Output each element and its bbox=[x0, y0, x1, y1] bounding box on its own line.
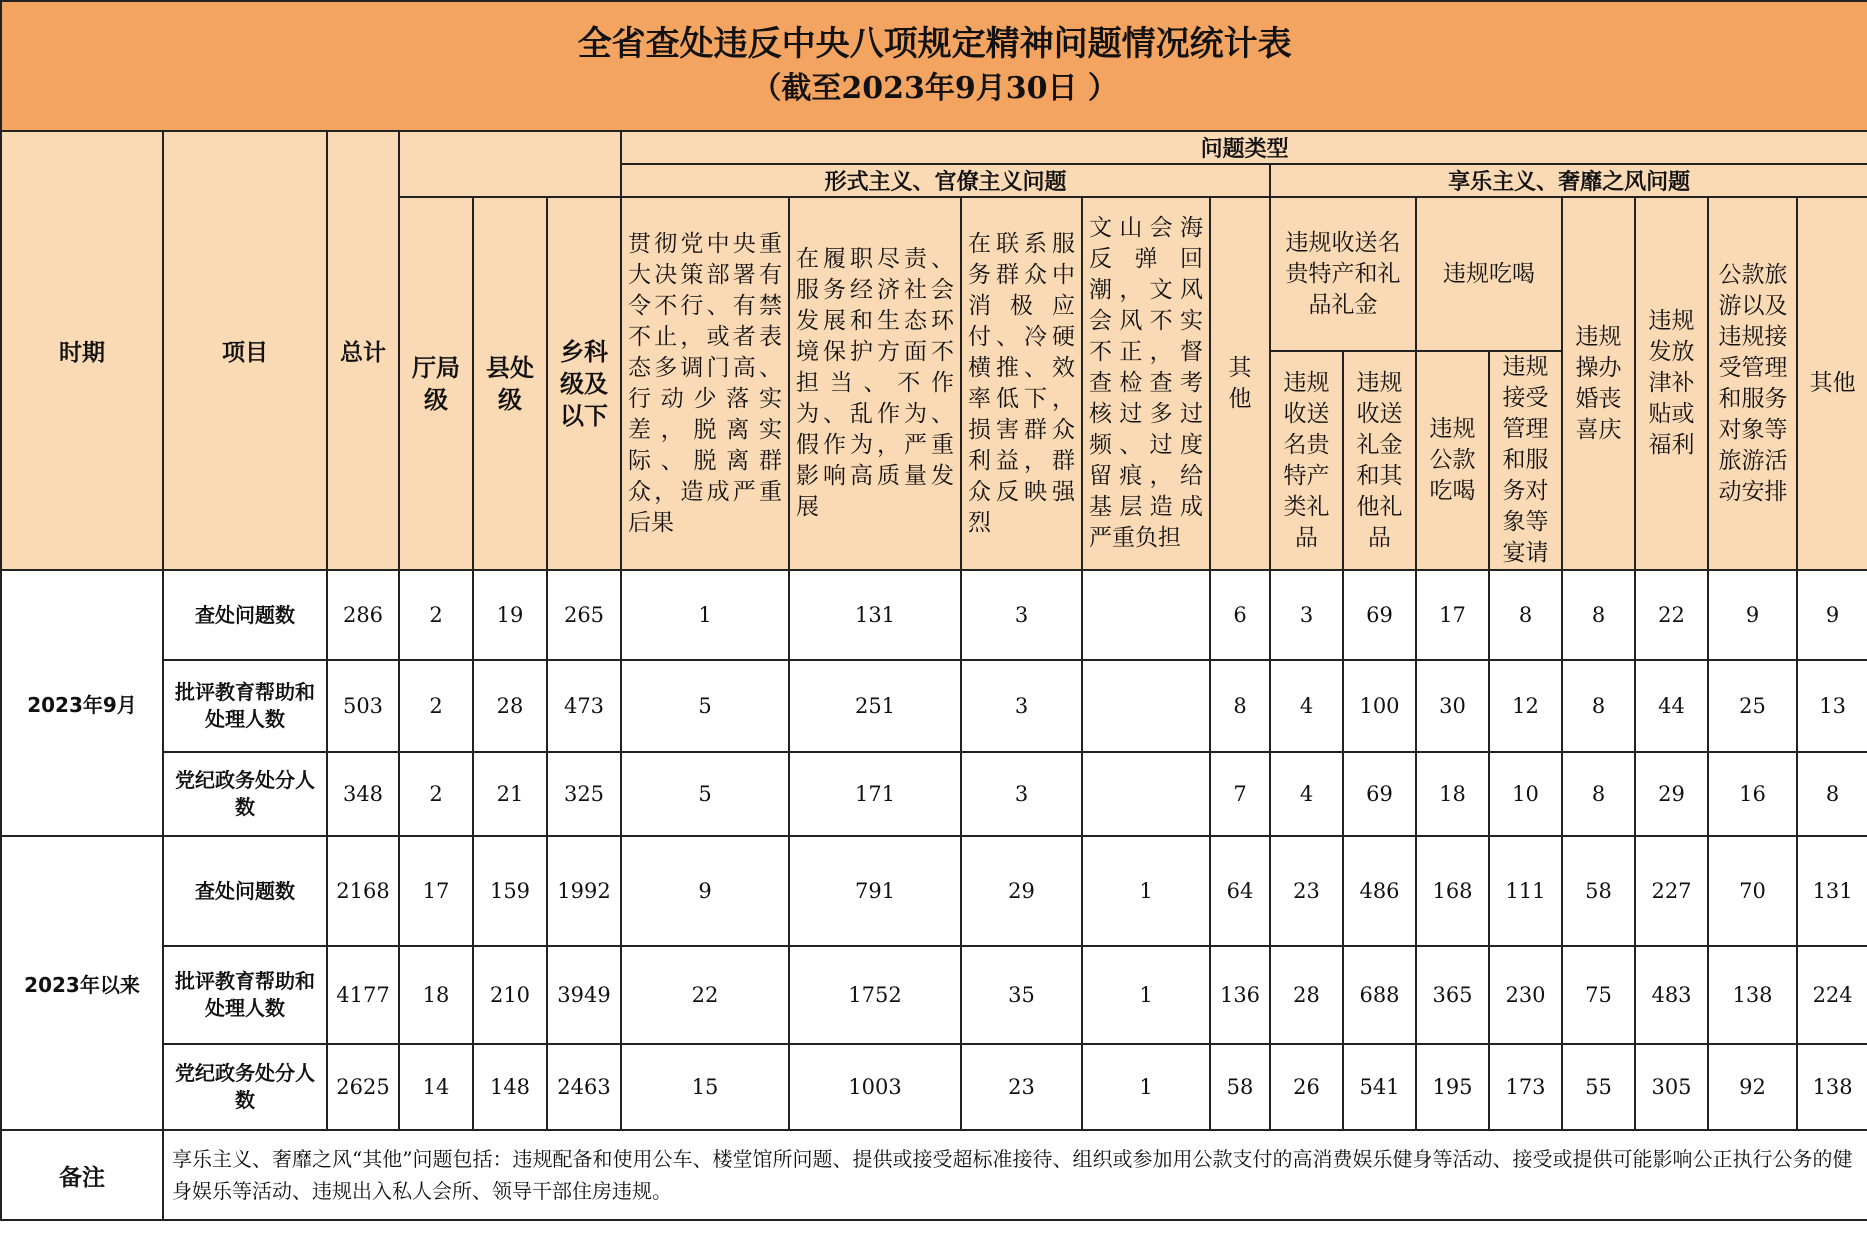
cell-h-other: 224 bbox=[1797, 946, 1867, 1044]
cell-f-other: 136 bbox=[1210, 946, 1270, 1044]
cell-f3: 3 bbox=[961, 752, 1082, 836]
header-gift-group: 违规收送名贵特产和礼品礼金 bbox=[1270, 197, 1416, 351]
cell-f1: 22 bbox=[621, 946, 789, 1044]
header-level-bureau-label: 厅局级 bbox=[412, 353, 460, 414]
cell-f4 bbox=[1082, 752, 1210, 836]
header-level-township bbox=[547, 197, 621, 570]
cell-township: 1992 bbox=[547, 836, 621, 946]
cell-gift2: 100 bbox=[1343, 660, 1416, 752]
header-item: 项目 bbox=[163, 131, 327, 570]
cell-f3: 23 bbox=[961, 1044, 1082, 1130]
cell-h-other: 138 bbox=[1797, 1044, 1867, 1130]
cell-f-other: 64 bbox=[1210, 836, 1270, 946]
cell-eat2: 111 bbox=[1489, 836, 1562, 946]
header-eat-group: 违规吃喝 bbox=[1416, 197, 1562, 351]
cell-eat1: 18 bbox=[1416, 752, 1489, 836]
cell-township: 2463 bbox=[547, 1044, 621, 1130]
cell-travel: 70 bbox=[1708, 836, 1797, 946]
cell-bureau: 17 bbox=[399, 836, 473, 946]
cell-travel: 9 bbox=[1708, 570, 1797, 660]
cell-gift1: 28 bbox=[1270, 946, 1343, 1044]
header-gift1 bbox=[1270, 351, 1343, 570]
cell-wedding: 8 bbox=[1562, 570, 1635, 660]
cell-f3: 3 bbox=[961, 570, 1082, 660]
row-item: 批评教育帮助和处理人数 bbox=[163, 660, 327, 752]
cell-f-other: 8 bbox=[1210, 660, 1270, 752]
header-eat1 bbox=[1416, 351, 1489, 570]
header-eat2-label: 违规接受管理和服务对象等宴请 bbox=[1502, 354, 1549, 566]
cell-f2: 131 bbox=[789, 570, 961, 660]
header-h-other bbox=[1797, 197, 1867, 570]
row-item: 党纪政务处分人数 bbox=[163, 752, 327, 836]
cell-eat1: 30 bbox=[1416, 660, 1489, 752]
cell-eat1: 195 bbox=[1416, 1044, 1489, 1130]
header-level-blank bbox=[399, 131, 621, 197]
header-f1: 贯彻党中央重大决策部署有令不行、有禁不止，或者表态多调门高、行动少落实差，脱离实际、脱离群众，造成严重后果 bbox=[621, 197, 789, 570]
cell-bureau: 18 bbox=[399, 946, 473, 1044]
cell-f2: 171 bbox=[789, 752, 961, 836]
cell-f1: 5 bbox=[621, 660, 789, 752]
header-wedding-label: 违规操办婚丧喜庆 bbox=[1575, 323, 1622, 443]
cell-subsidy: 44 bbox=[1635, 660, 1708, 752]
cell-gift2: 69 bbox=[1343, 570, 1416, 660]
cell-h-other: 13 bbox=[1797, 660, 1867, 752]
cell-f-other: 7 bbox=[1210, 752, 1270, 836]
cell-eat2: 8 bbox=[1489, 570, 1562, 660]
header-level-county-label: 县处级 bbox=[486, 353, 534, 414]
header-f-other-label: 其他 bbox=[1228, 354, 1252, 412]
title-banner bbox=[1, 1, 1867, 131]
cell-f1: 9 bbox=[621, 836, 789, 946]
header-subsidy-label: 违规发放津补贴或福利 bbox=[1648, 308, 1695, 458]
header-gift2-label: 违规收送礼金和其他礼品 bbox=[1356, 369, 1403, 551]
cell-gift1: 4 bbox=[1270, 660, 1343, 752]
table-subtitle: （截至2023年9月30日 ） bbox=[751, 71, 1118, 106]
cell-total: 4177 bbox=[327, 946, 399, 1044]
row-item: 批评教育帮助和处理人数 bbox=[163, 946, 327, 1044]
cell-gift1: 26 bbox=[1270, 1044, 1343, 1130]
header-level-township-label: 乡科级及以下 bbox=[560, 337, 608, 430]
cell-subsidy: 22 bbox=[1635, 570, 1708, 660]
cell-f-other: 6 bbox=[1210, 570, 1270, 660]
cell-township: 265 bbox=[547, 570, 621, 660]
cell-total: 2625 bbox=[327, 1044, 399, 1130]
header-subsidy bbox=[1635, 197, 1708, 570]
header-f4: 文山会海反弹回潮，文风会风不实不正，督查检查考核过多过频、过度留痕，给基层造成严重负担 bbox=[1082, 197, 1210, 570]
period-cell: 2023年9月 bbox=[1, 570, 163, 836]
cell-eat2: 173 bbox=[1489, 1044, 1562, 1130]
header-travel bbox=[1708, 197, 1797, 570]
header-travel-label: 公款旅游以及违规接受管理和服务对象等旅游活动安排 bbox=[1718, 261, 1788, 505]
cell-f1: 1 bbox=[621, 570, 789, 660]
cell-f4: 1 bbox=[1082, 1044, 1210, 1130]
header-formalism-group: 形式主义、官僚主义问题 bbox=[621, 164, 1270, 197]
cell-travel: 16 bbox=[1708, 752, 1797, 836]
cell-eat2: 230 bbox=[1489, 946, 1562, 1044]
cell-wedding: 8 bbox=[1562, 660, 1635, 752]
cell-f2: 791 bbox=[789, 836, 961, 946]
cell-f2: 1003 bbox=[789, 1044, 961, 1130]
cell-county: 21 bbox=[473, 752, 547, 836]
cell-eat2: 10 bbox=[1489, 752, 1562, 836]
cell-subsidy: 305 bbox=[1635, 1044, 1708, 1130]
header-h-other-label: 其他 bbox=[1809, 370, 1856, 396]
cell-bureau: 2 bbox=[399, 570, 473, 660]
cell-county: 19 bbox=[473, 570, 547, 660]
row-item: 查处问题数 bbox=[163, 570, 327, 660]
cell-total: 348 bbox=[327, 752, 399, 836]
cell-county: 210 bbox=[473, 946, 547, 1044]
cell-gift1: 3 bbox=[1270, 570, 1343, 660]
header-eat1-label: 违规公款吃喝 bbox=[1429, 416, 1476, 504]
cell-gift1: 23 bbox=[1270, 836, 1343, 946]
cell-total: 503 bbox=[327, 660, 399, 752]
cell-eat1: 17 bbox=[1416, 570, 1489, 660]
cell-h-other: 8 bbox=[1797, 752, 1867, 836]
cell-f-other: 58 bbox=[1210, 1044, 1270, 1130]
cell-h-other: 131 bbox=[1797, 836, 1867, 946]
header-wedding bbox=[1562, 197, 1635, 570]
cell-county: 159 bbox=[473, 836, 547, 946]
cell-wedding: 8 bbox=[1562, 752, 1635, 836]
header-f-other bbox=[1210, 197, 1270, 570]
cell-township: 473 bbox=[547, 660, 621, 752]
cell-bureau: 2 bbox=[399, 660, 473, 752]
cell-township: 3949 bbox=[547, 946, 621, 1044]
remarks-label: 备注 bbox=[1, 1130, 163, 1220]
cell-f3: 3 bbox=[961, 660, 1082, 752]
cell-wedding: 58 bbox=[1562, 836, 1635, 946]
cell-wedding: 55 bbox=[1562, 1044, 1635, 1130]
cell-county: 28 bbox=[473, 660, 547, 752]
header-level-bureau bbox=[399, 197, 473, 570]
cell-wedding: 75 bbox=[1562, 946, 1635, 1044]
cell-gift1: 4 bbox=[1270, 752, 1343, 836]
table-title: 全省查处违反中央八项规定精神问题情况统计表 bbox=[577, 24, 1292, 64]
cell-total: 2168 bbox=[327, 836, 399, 946]
cell-f2: 1752 bbox=[789, 946, 961, 1044]
header-problem-type: 问题类型 bbox=[621, 131, 1867, 164]
cell-subsidy: 483 bbox=[1635, 946, 1708, 1044]
cell-gift2: 69 bbox=[1343, 752, 1416, 836]
cell-gift2: 541 bbox=[1343, 1044, 1416, 1130]
cell-total: 286 bbox=[327, 570, 399, 660]
header-f3: 在联系服务群众中消极应付、冷硬横推、效率低下，损害群众利益，群众反映强烈 bbox=[961, 197, 1082, 570]
header-eat2 bbox=[1489, 351, 1562, 570]
header-f2: 在履职尽责、服务经济社会发展和生态环境保护方面不担当、不作为、乱作为、假作为，严重影响高质量发展 bbox=[789, 197, 961, 570]
cell-f2: 251 bbox=[789, 660, 961, 752]
cell-f3: 29 bbox=[961, 836, 1082, 946]
cell-gift2: 688 bbox=[1343, 946, 1416, 1044]
cell-f1: 5 bbox=[621, 752, 789, 836]
header-gift2 bbox=[1343, 351, 1416, 570]
cell-subsidy: 227 bbox=[1635, 836, 1708, 946]
cell-eat1: 168 bbox=[1416, 836, 1489, 946]
cell-eat1: 365 bbox=[1416, 946, 1489, 1044]
cell-township: 325 bbox=[547, 752, 621, 836]
cell-f4 bbox=[1082, 570, 1210, 660]
header-level-county bbox=[473, 197, 547, 570]
cell-f4 bbox=[1082, 660, 1210, 752]
header-period: 时期 bbox=[1, 131, 163, 570]
cell-f1: 15 bbox=[621, 1044, 789, 1130]
cell-h-other: 9 bbox=[1797, 570, 1867, 660]
cell-travel: 138 bbox=[1708, 946, 1797, 1044]
cell-county: 148 bbox=[473, 1044, 547, 1130]
cell-f4: 1 bbox=[1082, 946, 1210, 1044]
cell-gift2: 486 bbox=[1343, 836, 1416, 946]
cell-travel: 25 bbox=[1708, 660, 1797, 752]
cell-f4: 1 bbox=[1082, 836, 1210, 946]
header-gift1-label: 违规收送名贵特产类礼品 bbox=[1283, 369, 1330, 551]
cell-bureau: 2 bbox=[399, 752, 473, 836]
cell-subsidy: 29 bbox=[1635, 752, 1708, 836]
header-hedonism-group: 享乐主义、奢靡之风问题 bbox=[1270, 164, 1867, 197]
cell-travel: 92 bbox=[1708, 1044, 1797, 1130]
cell-eat2: 12 bbox=[1489, 660, 1562, 752]
header-total: 总计 bbox=[327, 131, 399, 570]
period-cell: 2023年以来 bbox=[1, 836, 163, 1130]
row-item: 查处问题数 bbox=[163, 836, 327, 946]
row-item: 党纪政务处分人数 bbox=[163, 1044, 327, 1130]
remarks-text: 享乐主义、奢靡之风“其他”问题包括：违规配备和使用公车、楼堂馆所问题、提供或接受超标准接待、组织或参加用公款支付的高消费娱乐健身等活动、接受或提供可能影响公正执行公务的健身娱乐等活动、违规出入私人会所、领导干部住房违规。 bbox=[163, 1130, 1867, 1220]
cell-f3: 35 bbox=[961, 946, 1082, 1044]
cell-bureau: 14 bbox=[399, 1044, 473, 1130]
